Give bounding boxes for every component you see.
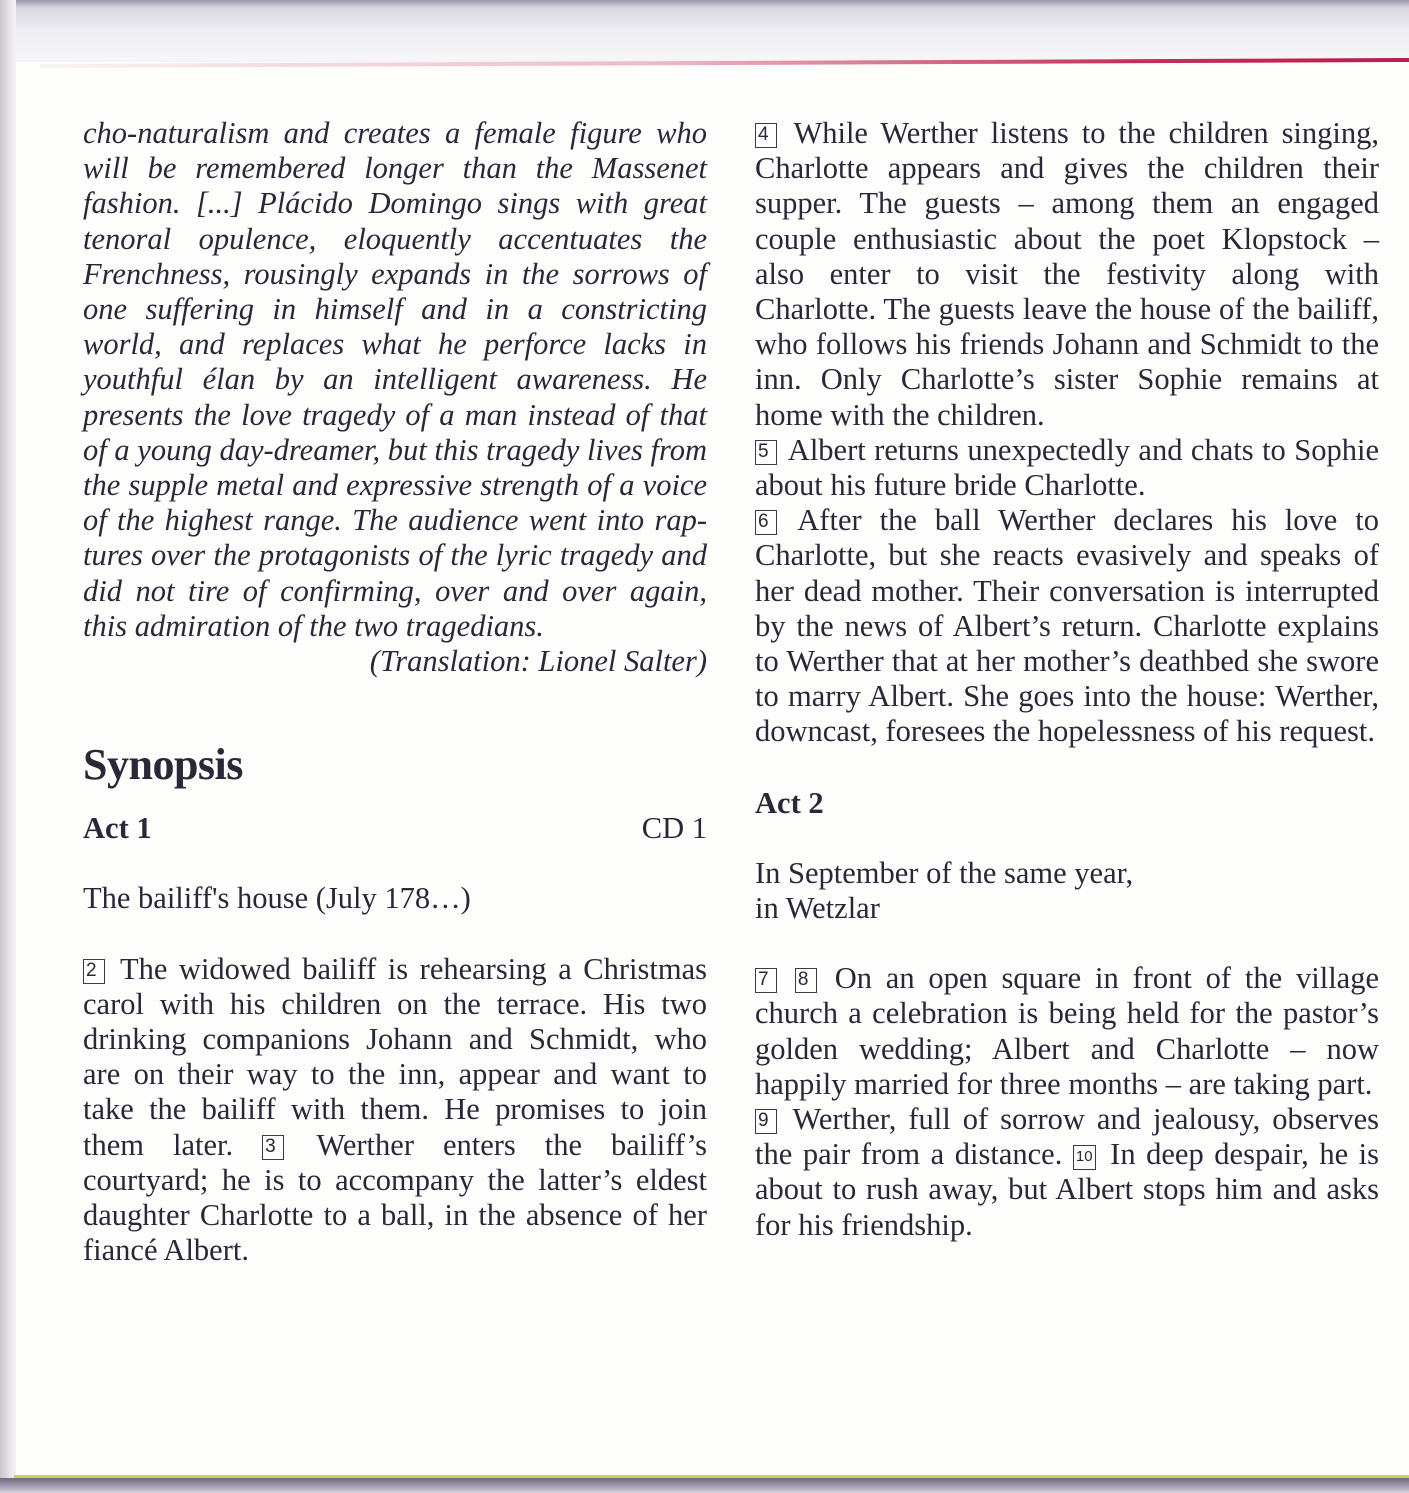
track-number-6: 6	[755, 510, 777, 535]
act-1-passage-1	[83, 952, 707, 1269]
act-1-label: Act 1	[83, 811, 152, 846]
passage-text: Werther enters the bailiff’s courtyard; he is to accompany the latter’s eldest daughter Charlotte to a ball, in the absence of her fiancé Albert.	[83, 1127, 708, 1268]
page-binding-edge	[0, 0, 16, 1493]
act-2-setting-line-1: In September of the same year,	[755, 855, 1134, 890]
translation-credit: (Translation: Lionel Salter)	[369, 644, 707, 679]
act-1-passage-4	[755, 503, 1379, 749]
act-2-passage-1	[755, 961, 1379, 1102]
act-1-header	[83, 811, 707, 846]
act-2-setting-line-2: in Wetzlar	[755, 891, 880, 926]
passage-text: On an open square in front of the village church a celebration is being held for the pastor’s golden wedding; Albert and Charlotte – now happily married for three months – are taking part.	[755, 961, 1380, 1101]
passage-text: While Werther listens to the children singing, Charlotte appears and gives the children their supper. The guests – among them an engaged couple enthusiastic about the poet Klopstock – also enter to visit the festivity along with Charlotte. The guests leave the house of the bailiff, who follows his friends Johann and Schmidt to the inn. Only Charlotte’s sister Sophie remains at home with the children.	[755, 116, 1380, 432]
act-2-label: Act 2	[755, 785, 824, 820]
track-number-8: 8	[795, 968, 817, 993]
passage-text: The widowed bailiff is rehearsing a Christmas carol with his children on the terrace. His two drinking companions Johann and Schmidt, who are on their way to the inn, appear and want to take the bailiff with them. He promises to join them later.	[83, 951, 707, 1162]
track-number-7: 7	[755, 968, 777, 993]
act-2-setting	[755, 856, 1379, 926]
cd-label: CD 1	[641, 811, 707, 846]
passage-text: Werther, full of sorrow and jealousy, observes the pair from a distance.	[755, 1102, 1380, 1172]
passage-text: After the ball Werther declares his love to Charlotte, but she reacts evasively and speaks of her dead mother. Their conversation is interrupted by the news of Albert’s return. Charlotte explains to Werther that at her mother’s deathbed she swore to marry Albert. She goes into the house: Werther, downcast, foresees the hopelessness of his request.	[755, 503, 1379, 749]
act-1-setting: The bailiff's house (July 178…)	[83, 881, 471, 916]
track-number-5: 5	[755, 440, 777, 465]
track-number-2: 2	[83, 959, 105, 984]
track-number-9: 9	[755, 1109, 777, 1134]
synopsis-heading: Synopsis	[83, 740, 243, 790]
passage-text: Albert returns unexpectedly and chats to Sophie about his future bride Charlotte.	[755, 432, 1379, 503]
act-2-header	[755, 786, 1379, 821]
passage-text: In deep despair, he is about to rush away, but Albert stops him and asks for his friendship.	[755, 1137, 1380, 1242]
track-number-3: 3	[262, 1135, 284, 1160]
page-bottom-shadow	[0, 1478, 1409, 1493]
act-2-passage-2	[755, 1102, 1379, 1243]
act-1-passage-2	[755, 116, 1379, 433]
review-paragraph: cho-naturalism and creates a female figure who will be remembered longer than the Massenet fashion. [...] Plácido Domingo sings with great tenoral opulence, eloquently accentuates the Frenchness, rousingly expands in the sorrows of one suffering in himself and in a constricting world, and replaces what he perforce lacks in youthful élan by an intelligent awareness. He presents the love tragedy of a man instead of that of a young day-dreamer, but this tragedy lives from the supple metal and expressive strength of a voice of the highest range. The audience went into raptures over the protagonists of the lyric tragedy and did not tire of confirming, over and over again, this admiration of the two tragedians.	[83, 116, 707, 643]
page-top-shadow	[0, 0, 1409, 60]
track-number-10: 10	[1073, 1145, 1096, 1170]
left-column	[83, 116, 707, 1268]
act-1-passage-3	[755, 433, 1379, 503]
track-number-4: 4	[755, 123, 777, 148]
right-column	[755, 116, 1379, 1243]
